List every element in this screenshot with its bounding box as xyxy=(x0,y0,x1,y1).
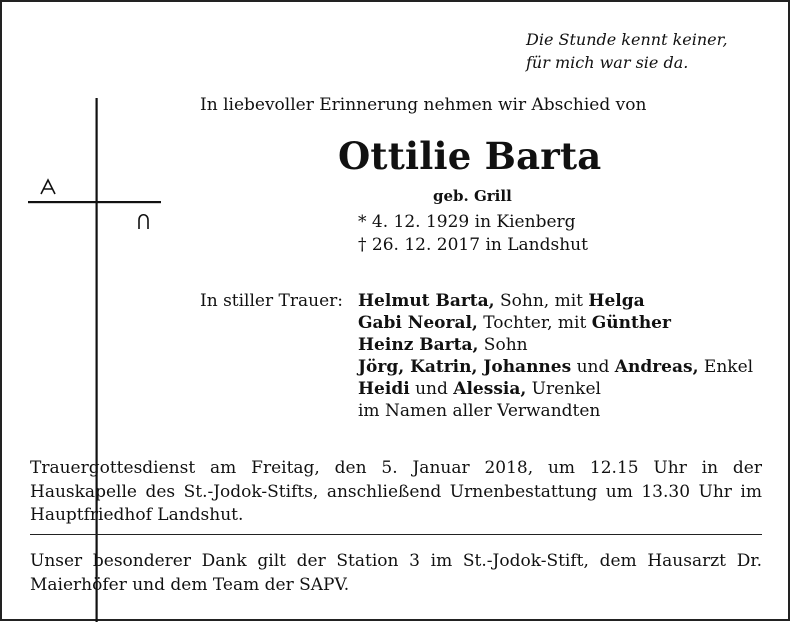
mourner-row xyxy=(358,378,778,400)
mourner-name: Heidi xyxy=(358,379,410,399)
alpha-symbol-icon xyxy=(41,180,55,194)
birth-date: * 4. 12. 1929 in Kienberg xyxy=(358,212,576,232)
motto-line-2: für mich war sie da. xyxy=(526,53,689,72)
mourner-name: Helmut Barta, xyxy=(358,291,495,311)
funeral-service-text: Trauergottesdienst am Freitag, den 5. Januar 2018, um 12.15 Uhr in der Hauskapelle des St.-Jodok-Stifts, anschließend Urnenbestattung um 13.30 Uhr im Hauptfriedhof Landshut. xyxy=(30,458,762,525)
mourner-name: Günther xyxy=(591,313,671,333)
mourner-row xyxy=(358,290,778,312)
deceased-name: Ottilie Barta xyxy=(338,134,602,178)
mourner-relation: und xyxy=(409,379,454,399)
intro-line: In liebevoller Erinnerung nehmen wir Abschied von xyxy=(200,95,647,115)
mourner-relation: Urenkel xyxy=(526,379,601,399)
mourners-list xyxy=(358,290,778,422)
maiden-name: geb. Grill xyxy=(433,187,512,205)
mourner-relation: Enkel xyxy=(698,357,754,377)
motto xyxy=(526,28,766,74)
omega-symbol-icon xyxy=(139,215,148,229)
mourner-name: Gabi Neoral, xyxy=(358,313,478,333)
mourner-name: Jörg, Katrin, Johannes xyxy=(358,357,572,377)
mourner-name: Andreas, xyxy=(614,357,699,377)
mourner-row xyxy=(358,356,778,378)
death-date: † 26. 12. 2017 in Landshut xyxy=(358,235,588,255)
thanks-text: Unser besonderer Dank gilt der Station 3 im St.-Jodok-Stift, dem Hausarzt Dr. Maierhöfer und dem Team der SAPV. xyxy=(30,551,762,595)
mourner-row xyxy=(358,400,778,422)
mourner-name: Alessia, xyxy=(453,379,527,399)
motto-line-1: Die Stunde kennt keiner, xyxy=(526,30,728,49)
mourner-relation: Sohn xyxy=(478,335,528,355)
mourner-name: Helga xyxy=(588,291,645,311)
mourner-relation: im Namen aller Verwandten xyxy=(358,401,601,421)
divider-line xyxy=(30,534,762,535)
cross-vertical-beam xyxy=(96,98,98,622)
mourner-relation: Sohn, mit xyxy=(494,291,589,311)
mourner-relation: und xyxy=(571,357,615,377)
cross-with-alpha-omega-icon xyxy=(26,98,176,622)
mourner-row xyxy=(358,312,778,334)
mourner-row xyxy=(358,334,778,356)
mourners-label: In stiller Trauer: xyxy=(200,291,343,311)
mourner-name: Heinz Barta, xyxy=(358,335,479,355)
cross-horizontal-beam xyxy=(28,201,161,203)
mourner-relation: Tochter, mit xyxy=(477,313,592,333)
